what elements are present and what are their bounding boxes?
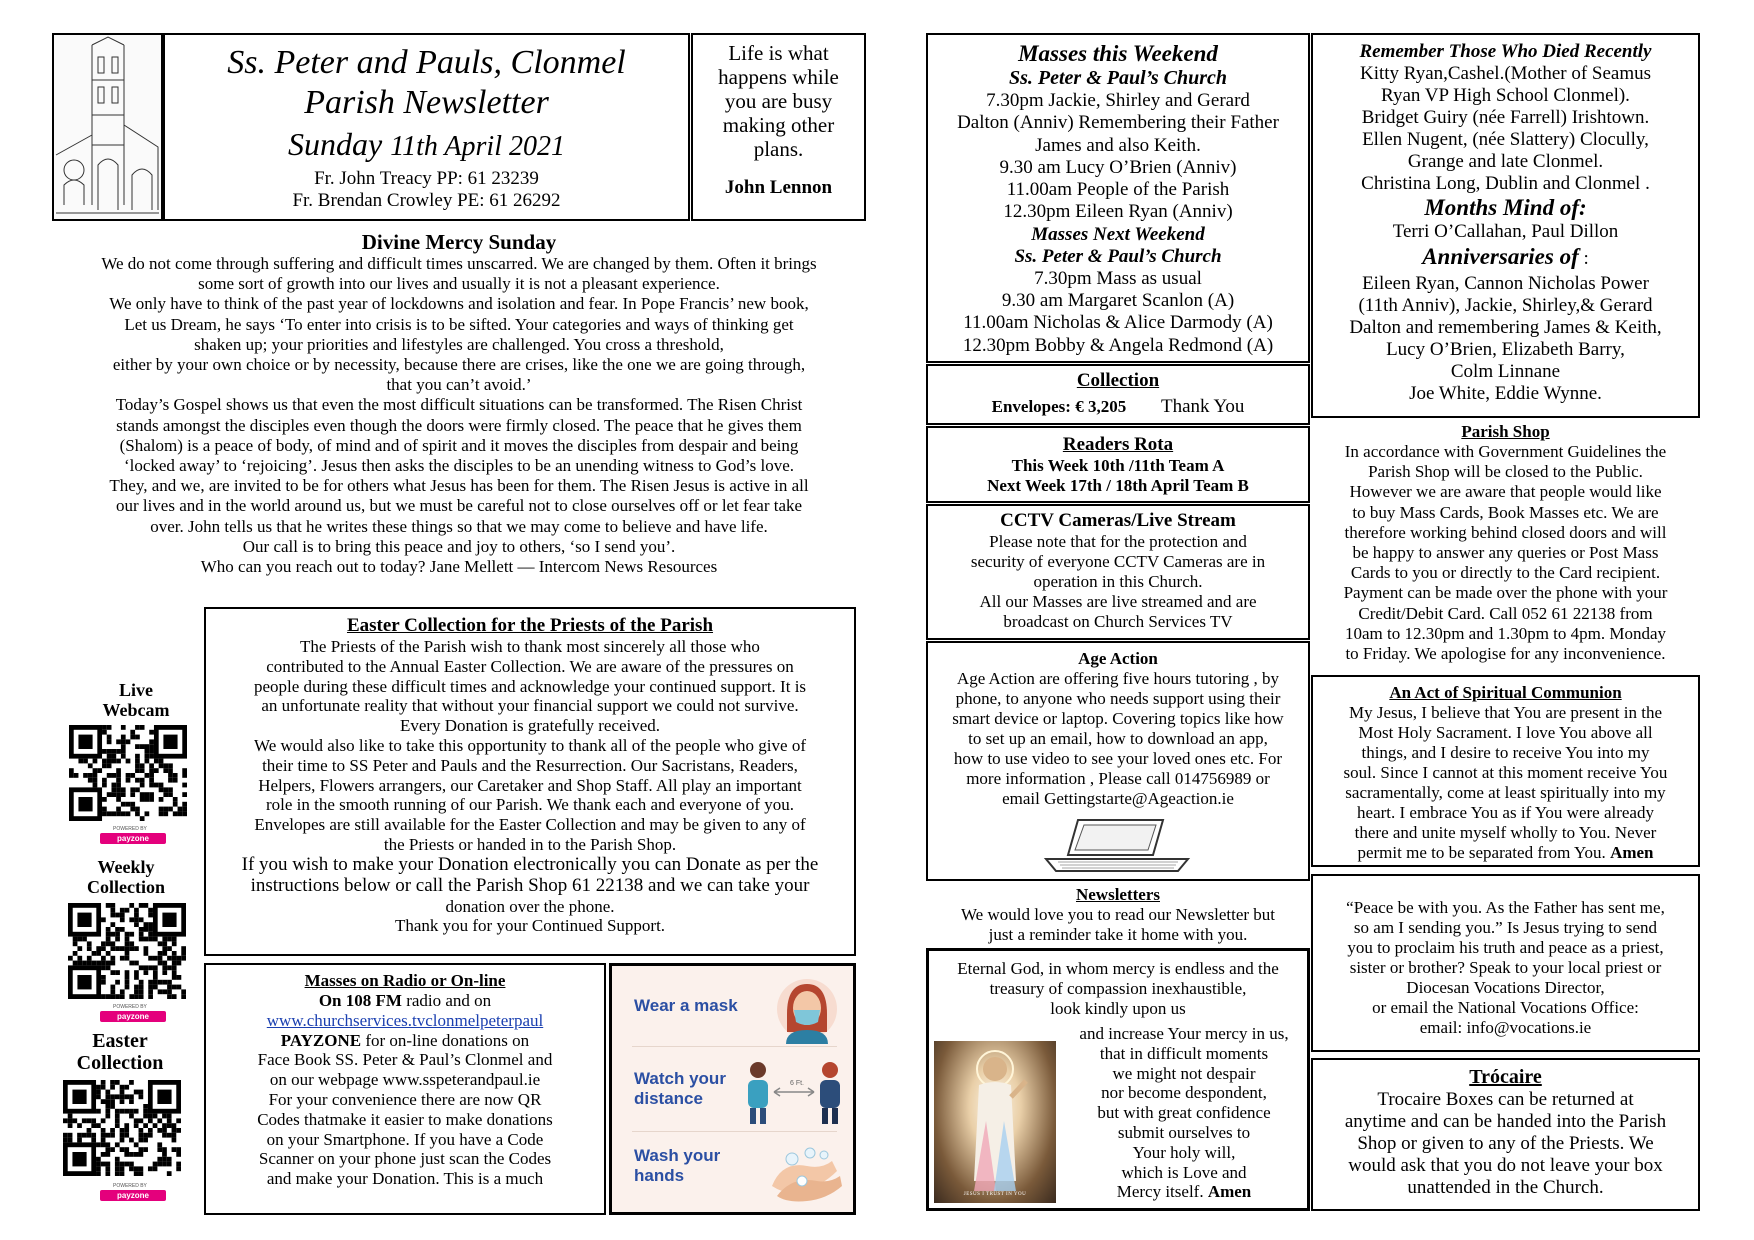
easter-line: the Priests or handed in to the Parish Shop. (383, 834, 677, 854)
prayer-line: which is Love and (1121, 1162, 1247, 1182)
anniversary-line: (11th Anniv), Jackie, Shirley,& Gerard (1358, 295, 1653, 316)
prayer-line: Eternal God, in whom mercy is endless and the (957, 959, 1279, 978)
remember-title: Remember Those Who Died Recently (1359, 41, 1652, 62)
readers-title: Readers Rota (1062, 434, 1174, 455)
mass-line: James and also Keith. (1035, 134, 1201, 156)
prayer-line: nor become despondent, (1101, 1083, 1267, 1103)
easter-line: an unfortunate reality that without your financial support we could not survive. (261, 696, 799, 716)
remember-box (1311, 33, 1700, 418)
vocations-box (1311, 874, 1700, 1052)
age-action-title: Age Action (1078, 649, 1158, 668)
anniversaries-colon: : (1578, 248, 1589, 269)
easter-collection-box (204, 607, 856, 956)
cctv-line: Please note that for the protection and (989, 532, 1247, 551)
radio-line: Scanner on your phone just scan the Codes (258, 1149, 552, 1169)
quote-line: happens while (718, 65, 839, 89)
spiritual-line: heart. I embrace You as if You were already (1357, 803, 1654, 822)
article-line: ‘locked away’ to ‘rejoicing’. Jesus then asks the disciples to be an unending witness to God’s love. (123, 456, 795, 476)
spiritual-line: My Jesus, I believe that You are present in the (1348, 703, 1663, 722)
article-line: Who can you reach out to today? Jane Mellett — Intercom News Resources (200, 557, 718, 577)
vocations-line: so am I sending you.” Is Jesus trying to send (1353, 918, 1658, 937)
remember-line: Kitty Ryan,Cashel.(Mother of Seamus (1359, 63, 1652, 84)
easter-collection-title: Easter Collection for the Priests of the Parish (346, 615, 714, 636)
readers-line: This Week 10th /11th Team A (1011, 456, 1225, 475)
shop-line: In accordance with Government Guidelines the (1344, 442, 1667, 461)
newsletter-title: Parish Newsletter (304, 84, 549, 121)
remember-line: Ryan VP High School Clonmel). (1381, 85, 1630, 106)
months-mind-line: Terri O’Callahan, Paul Dillon (1392, 221, 1619, 242)
priest-pp: Fr. John Treacy PP: 61 23239 (314, 168, 539, 189)
article-line: They, and we, are invited to be for others what Jesus has been for them. The Risen Jesus is active in all (109, 476, 809, 496)
age-action-line: smart device or laptop. Covering topics like how (952, 709, 1284, 728)
spiritual-line: things, and I desire to receive You into my (1361, 743, 1650, 762)
newsletters-line: We would love you to read our Newsletter but (961, 905, 1275, 924)
radio-line: For your convenience there are now QR (268, 1089, 542, 1109)
prayer-line: we might not despair (1112, 1063, 1256, 1083)
radio-line: on our webpage www.sspeterandpaul.ie (269, 1070, 541, 1090)
shop-line: 10am to 12.30pm and 1.30pm to 4pm. Monday (1344, 623, 1667, 643)
divine-mercy-prayer-box (926, 948, 1310, 1211)
spiritual-line: sacramentally, come at least spiritually into my (1345, 783, 1666, 802)
collection-title: Collection (1076, 370, 1160, 391)
quote-line: you are busy (724, 89, 833, 113)
divine-mercy-image (934, 1041, 1056, 1203)
wash-hands-icon (762, 1141, 847, 1211)
powered-by-label: POWERED BY (113, 1183, 147, 1189)
live-webcam-label (76, 680, 196, 720)
mass-line: 11.00am People of the Parish (1006, 179, 1230, 201)
trocaire-box (1311, 1058, 1700, 1211)
mass-line: Dalton (Anniv) Remembering their Father (957, 112, 1279, 134)
anniversary-line: Lucy O’Brien, Elizabeth Barry, (1386, 339, 1625, 360)
mass-line: 12.30pm Bobby & Angela Redmond (A) (962, 334, 1274, 356)
mass-line: 9.30 am Lucy O’Brien (Anniv) (999, 156, 1237, 178)
months-mind-title: Months Mind of: (1424, 195, 1587, 220)
cctv-title: CCTV Cameras/Live Stream (1000, 510, 1236, 531)
masses-next-title: Masses Next Weekend (1031, 223, 1205, 245)
qr-label-line: Collection (76, 1052, 164, 1074)
newsletter-date (165, 123, 688, 168)
cctv-line: operation in this Church. (1033, 572, 1203, 591)
date-rest: 11th April 2021 (390, 131, 565, 162)
easter-collection-label (60, 1030, 180, 1074)
newsletters-note (926, 885, 1310, 945)
divine-mercy-title: Divine Mercy Sunday (361, 230, 557, 254)
article-line: shaken up; your priorities and lifestyles are challenged. You cross a threshold, (194, 334, 724, 354)
payzone-bold: PAYZONE (280, 1030, 362, 1050)
trocaire-line: anytime and can be handed into the Parish (1344, 1111, 1667, 1132)
prayer-last-line (1059, 1182, 1309, 1202)
remember-line: Ellen Nugent, (née Slattery) Clocully, (1362, 129, 1649, 150)
spiritual-title: An Act of Spiritual Communion (1389, 683, 1622, 702)
divine-mercy-article (50, 230, 868, 577)
radio-fm-line (206, 991, 604, 1011)
masthead (163, 33, 690, 221)
parish-title: Ss. Peter and Pauls, Clonmel (227, 44, 626, 81)
vocations-line: you to proclaim his truth and peace as a priest, (1347, 938, 1664, 957)
easter-line: The Priests of the Parish wish to thank most sincerely all those who (300, 637, 760, 656)
qr-label-line: Live (119, 680, 153, 700)
quote-line: Life is what (728, 41, 829, 65)
article-line: our lives and in the world around us, but we must be careful not to close ourselves off or let fear take (115, 496, 803, 516)
prayer-amen: Amen (1207, 1182, 1252, 1202)
remember-line: Christina Long, Dublin and Clonmel . (1361, 173, 1650, 194)
prayer-last-plain: Mercy itself. (1116, 1182, 1208, 1202)
shop-line: Payment can be made over the phone with your (1343, 583, 1668, 603)
quote-author: John Lennon (724, 177, 833, 198)
easter-line: instructions below or call the Parish Shop 61 22138 and we can take your (250, 874, 810, 896)
shop-line: to buy Mass Cards, Book Masses etc. We are (1352, 502, 1659, 522)
shop-line: Cards to you or directly to the Card recipient. (1350, 563, 1661, 583)
radio-line: Codes thatmake it easier to make donations (257, 1109, 553, 1129)
mass-line: 12.30pm Eileen Ryan (Anniv) (1003, 201, 1233, 223)
vocations-email[interactable]: email: info@vocations.ie (1419, 1018, 1592, 1037)
trocaire-line: would ask that you do not leave your box (1348, 1155, 1663, 1176)
article-line: We do not come through suffering and difficult times unscarred. We are changed by them. Often it brings (101, 254, 817, 273)
vocations-line: sister or brother? Speak to your local priest or (1349, 958, 1662, 977)
easter-line: people during these difficult times and acknowledge your continued support. It is (253, 676, 807, 696)
shop-line: to Friday. We apologise for any inconvenience. (1345, 644, 1666, 664)
masses-radio-box (204, 963, 606, 1215)
quote-line: plans. (753, 137, 804, 161)
easter-line: their time to SS Peter and Pauls and the Resurrection. Our Sacristans, Readers, (262, 755, 798, 775)
priest-pe: Fr. Brendan Crowley PE: 61 26292 (292, 190, 561, 211)
prayer-line: submit ourselves to (1117, 1122, 1251, 1142)
shop-line: However we are aware that people would like (1349, 482, 1662, 502)
spiritual-amen: Amen (1610, 843, 1654, 862)
collection-line (928, 396, 1308, 418)
prayer-line: Your holy will, (1132, 1142, 1236, 1162)
shop-line: Credit/Debit Card. Call 052 61 22138 from (1358, 603, 1653, 623)
remember-line: Bridget Guiry (née Farrell) Irishtown. (1361, 107, 1650, 128)
payzone-logo: payzone (100, 833, 166, 844)
article-line: Our call is to bring this peace and joy to others, ‘so I send you’. (242, 536, 676, 556)
prayer-line: treasury of compassion inexhaustible, (989, 979, 1247, 998)
laptop-icon (1038, 815, 1198, 875)
quote-box (691, 33, 866, 221)
covid-label-line: Watch your (634, 1069, 726, 1088)
masses-weekend-box (926, 33, 1310, 363)
covid-label-line: Wash your (634, 1146, 721, 1165)
easter-line: role in the smooth running of our Parish. We thank each and everyone of you. (265, 795, 795, 815)
easter-line: If you wish to make your Donation electronically you can Donate as per the (241, 853, 819, 875)
cctv-line: All our Masses are live streamed and are (979, 592, 1257, 611)
qr-label-line: Weekly (97, 857, 155, 877)
trocaire-line: Trocaire Boxes can be returned at (1377, 1089, 1634, 1110)
age-action-line: email Gettingstarte@Ageaction.ie (1002, 789, 1234, 808)
mass-line: 7.30pm Jackie, Shirley and Gerard (986, 90, 1250, 111)
spiritual-last-plain: permit me to be separated from You. (1357, 843, 1611, 862)
parish-shop-section (1311, 422, 1700, 664)
masses-next-church: Ss. Peter & Paul’s Church (1014, 245, 1222, 267)
wash-hands-label (634, 1146, 720, 1186)
anniversary-line: Dalton and remembering James & Keith, (1349, 317, 1662, 338)
vocations-line: “Peace be with you. As the Father has sent me, (1346, 898, 1665, 917)
mass-line: 9.30 am Margaret Scanlon (A) (1001, 290, 1235, 312)
spiritual-line: there and unite myself wholly to You. Never (1354, 823, 1657, 842)
anniversary-line: Colm Linnane (1450, 361, 1561, 382)
masses-weekend-title: Masses this Weekend (1018, 41, 1218, 66)
article-line: Today’s Gospel shows us that even the most difficult situations can be transformed. The Risen Christ (115, 395, 803, 415)
quote-line: making other (722, 113, 835, 137)
live-webcam-qr-code[interactable] (69, 725, 187, 821)
spiritual-line: Most Holy Sacrament. I love You above all (1358, 723, 1653, 742)
jesus-figure-icon (934, 1041, 1056, 1203)
article-line: We only have to think of the past year of lockdowns and isolation and fear. In Pope Francis’ new book, (109, 294, 809, 314)
collection-box (926, 364, 1310, 425)
article-line: some sort of growth into our lives and usually it is not a pleasant experience. (198, 274, 720, 294)
cctv-line: broadcast on Church Services TV (1003, 612, 1233, 631)
easter-line: donation over the phone. (445, 896, 615, 916)
newsletters-title: Newsletters (1075, 885, 1160, 904)
easter-line: contributed to the Annual Easter Collection. We are aware of the pressures on (266, 656, 794, 676)
church-tower-illustration (54, 35, 161, 219)
date-sunday: Sunday (288, 126, 383, 162)
payzone-line (206, 1031, 604, 1051)
radio-line: Face Book SS. Peter & Paul’s Clonmel and (257, 1050, 553, 1070)
article-line: either by your own choice or by necessity, because there are crises, like the one we are going through, (112, 355, 806, 375)
payzone-rest: for on-line donations on (361, 1030, 530, 1050)
easter-line: Helpers, Flowers arrangers, our Caretaker and Shop Staff. All play an important (258, 775, 802, 795)
payzone-logo: payzone (100, 1190, 166, 1201)
age-action-line: how to use video to see your loved ones etc. For (953, 749, 1283, 768)
article-line: (Shalom) is a peace of body, of mind and of spirit and it moves the disciples from despair and being (119, 435, 799, 455)
trocaire-line: Shop or given to any of the Priests. We (1357, 1133, 1654, 1154)
easter-line: Thank you for your Continued Support. (394, 916, 666, 936)
watch-distance-label (634, 1069, 726, 1109)
readers-rota-box (926, 426, 1310, 503)
qr-label-line: Webcam (102, 700, 170, 720)
anniversaries-heading (1313, 243, 1698, 273)
qr-label-line: Easter (92, 1030, 148, 1052)
church-services-link[interactable]: www.churchservices.tvclonmelpeterpaul (266, 1010, 544, 1030)
cctv-line: security of everyone CCTV Cameras are in (970, 552, 1266, 571)
distance-people-icon (740, 1056, 848, 1126)
trocaire-title: Trócaire (1469, 1066, 1542, 1088)
qr-label-line: Collection (87, 877, 165, 897)
radio-fm: On 108 FM (318, 991, 402, 1010)
anniversaries-title: Anniversaries of (1422, 244, 1579, 269)
shop-line: Parish Shop will be closed to the Public. (1368, 462, 1643, 482)
prayer-line: look kindly upon us (1050, 999, 1186, 1018)
payzone-logo: payzone (100, 1011, 166, 1022)
parish-shop-title: Parish Shop (1461, 422, 1550, 441)
distance-tag: 6 Ft. (790, 1080, 805, 1087)
mass-line: 11.00am Nicholas & Alice Darmody (A) (963, 312, 1273, 334)
mask-person-icon (772, 974, 842, 1044)
vocations-line: Diocesan Vocations Director, (1406, 978, 1605, 997)
prayer-line: but with great confidence (1097, 1103, 1271, 1123)
trocaire-line: unattended in the Church. (1407, 1177, 1604, 1198)
easter-line: Every Donation is gratefully received. (399, 716, 661, 736)
radio-line: and make your Donation. This is a much (266, 1169, 544, 1189)
cctv-box (926, 504, 1310, 640)
radio-line: on your Smartphone. If you have a Code (266, 1129, 544, 1149)
powered-by-label: POWERED BY (113, 1004, 147, 1010)
article-line: stands amongst the disciples even though the doors were firmly closed. The peace that he gives them (116, 415, 802, 435)
remember-line: Grange and late Clonmel. (1407, 151, 1604, 172)
shop-line: be happy to answer any queries or Post Mass (1352, 543, 1659, 563)
age-action-box (926, 641, 1310, 881)
age-action-line: more information , Please call 014756989 or (966, 769, 1270, 788)
masses-church: Ss. Peter & Paul’s Church (1009, 67, 1227, 89)
vocations-line: or email the National Vocations Office: (1372, 998, 1639, 1017)
prayer-line: and increase Your mercy in us, (1079, 1024, 1289, 1043)
radio-title: Masses on Radio or On-line (304, 971, 506, 990)
prayer-line: that in difficult moments (1099, 1043, 1269, 1063)
easter-line: We would also like to take this opportunity to thank all of the people who give of (254, 735, 806, 755)
spiritual-communion-box (1311, 675, 1700, 867)
wear-mask-label: Wear a mask (634, 996, 738, 1015)
anniversary-line: Eileen Ryan, Cannon Nicholas Power (1362, 273, 1649, 294)
easter-collection-qr-code[interactable] (63, 1080, 181, 1176)
weekly-collection-label (66, 857, 186, 897)
mass-line: 7.30pm Mass as usual (1034, 267, 1202, 289)
article-line: over. John tells us that he writes these things so that we may come to believe and have life. (150, 516, 768, 536)
shop-line: therefore working behind closed doors and will (1344, 522, 1667, 542)
age-action-line: Age Action are offering five hours tutoring , by (956, 669, 1280, 688)
covid-guidance-graphic (609, 963, 856, 1215)
age-action-line: phone, to anyone who needs support using their (955, 689, 1281, 708)
collection-thanks: Thank You (1160, 396, 1245, 417)
newsletters-line: just a reminder take it home with you. (988, 925, 1248, 944)
spiritual-line: soul. Since I cannot at this moment receive You (1343, 763, 1668, 782)
article-line: that you can’t avoid.’ (386, 375, 532, 395)
collection-envelopes: Envelopes: € 3,205 (991, 397, 1127, 416)
covid-label-line: distance (634, 1089, 703, 1108)
article-line: Let us Dream, he says ‘To enter into crisis is to be sifted. Your categories and ways of thinking get (124, 314, 794, 334)
powered-by-label: POWERED BY (113, 826, 147, 832)
radio-fm-rest: radio and on (401, 991, 492, 1010)
readers-line: Next Week 17th / 18th April Team B (987, 476, 1249, 495)
easter-line: Envelopes are still available for the Easter Collection and may be given to any of (254, 815, 806, 835)
anniversary-line: Joe White, Eddie Wynne. (1409, 383, 1602, 404)
age-action-line: to set up an email, how to download an app, (968, 729, 1268, 748)
covid-label-line: hands (634, 1166, 685, 1185)
spiritual-last-line (1313, 843, 1698, 863)
church-sketch (52, 33, 163, 221)
jesus-trust-caption: JESUS I TRUST IN YOU (963, 1192, 1027, 1197)
weekly-collection-qr-code[interactable] (68, 903, 186, 999)
